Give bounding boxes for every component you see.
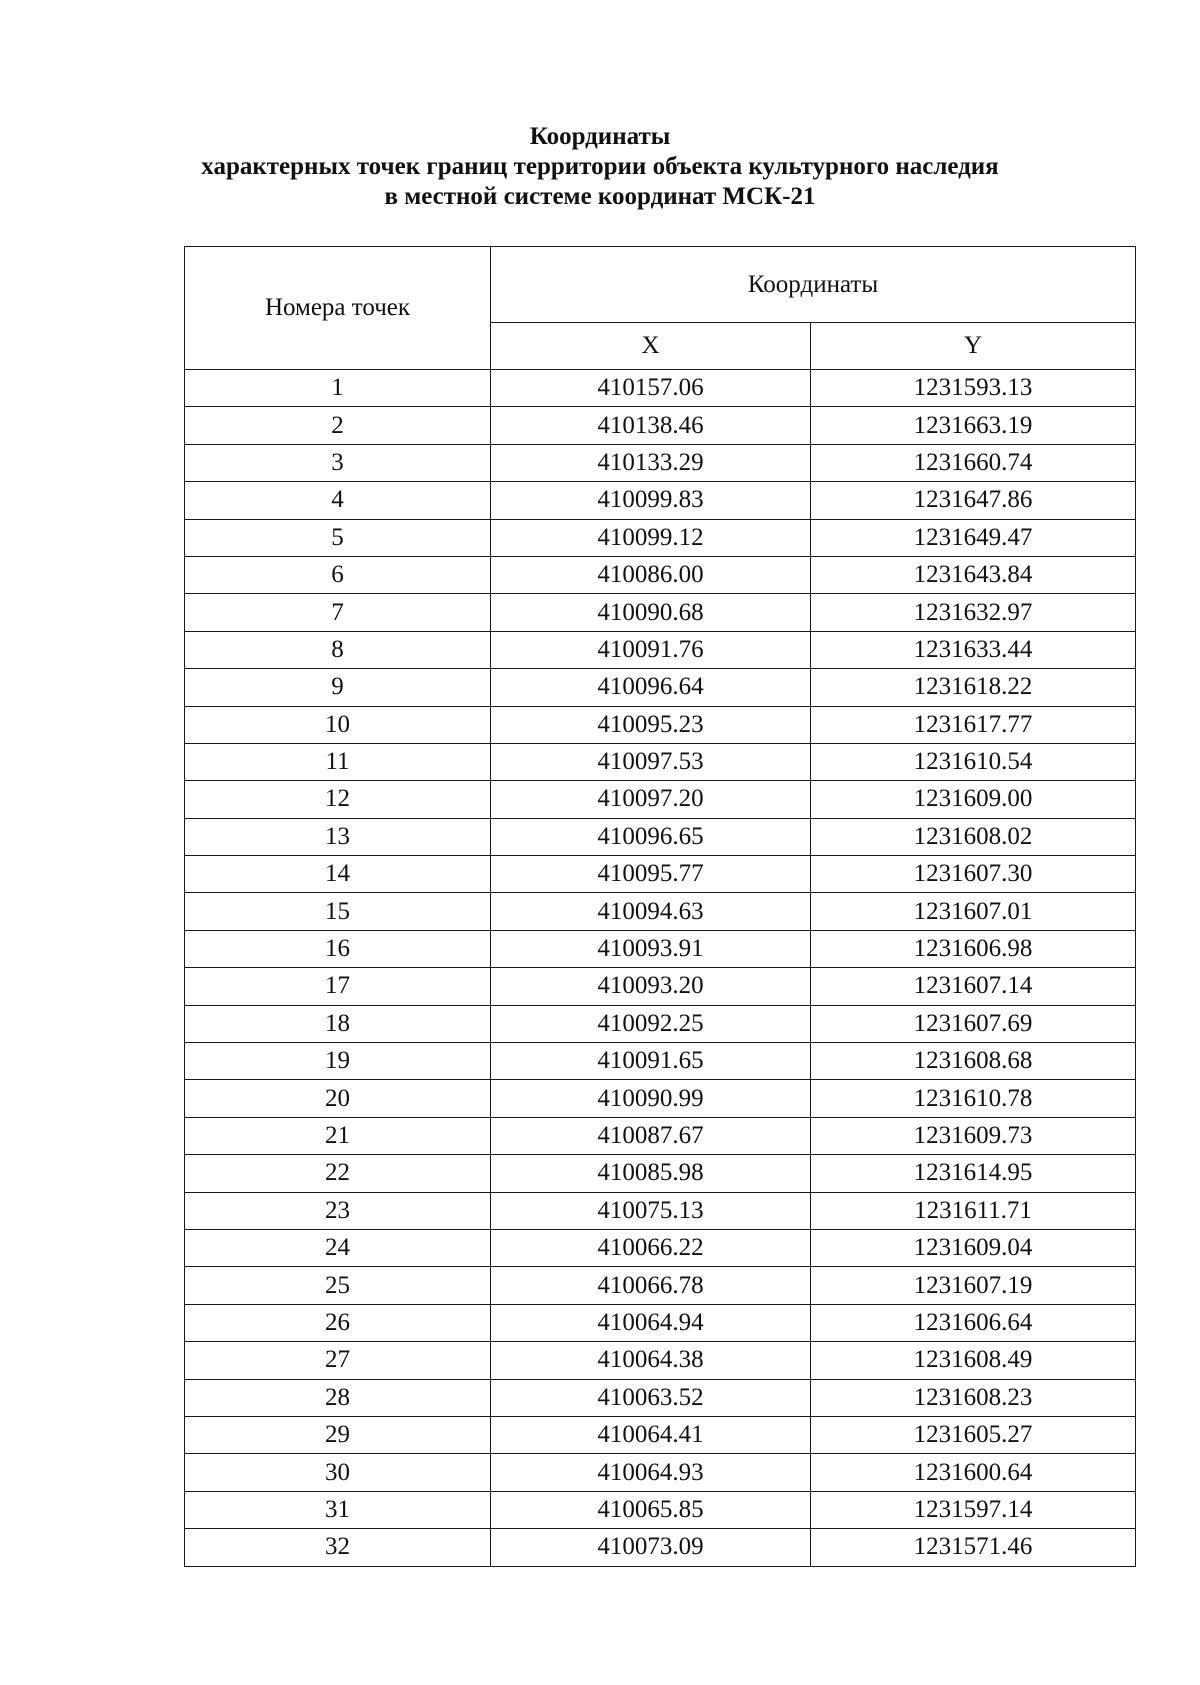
cell-point-number: 4 — [185, 482, 491, 519]
cell-x: 410086.00 — [491, 556, 811, 593]
coordinates-table — [184, 246, 1136, 1567]
cell-y: 1231609.00 — [811, 781, 1136, 818]
cell-x: 410093.20 — [491, 968, 811, 1005]
cell-x: 410065.85 — [491, 1491, 811, 1528]
cell-x: 410097.20 — [491, 781, 811, 818]
cell-point-number: 17 — [185, 968, 491, 1005]
table-row — [185, 1155, 1136, 1192]
cell-point-number: 3 — [185, 444, 491, 481]
document-title — [0, 122, 1200, 212]
cell-point-number: 8 — [185, 631, 491, 668]
cell-y: 1231647.86 — [811, 482, 1136, 519]
cell-x: 410099.83 — [491, 482, 811, 519]
cell-x: 410096.64 — [491, 669, 811, 706]
cell-x: 410133.29 — [491, 444, 811, 481]
table-row — [185, 370, 1136, 407]
cell-point-number: 21 — [185, 1117, 491, 1154]
cell-point-number: 5 — [185, 519, 491, 556]
cell-x: 410157.06 — [491, 370, 811, 407]
table-row — [185, 1267, 1136, 1304]
cell-y: 1231633.44 — [811, 631, 1136, 668]
cell-point-number: 30 — [185, 1454, 491, 1491]
table-row — [185, 1192, 1136, 1229]
cell-x: 410090.68 — [491, 594, 811, 631]
table-row — [185, 482, 1136, 519]
cell-x: 410064.41 — [491, 1416, 811, 1453]
cell-y: 1231605.27 — [811, 1416, 1136, 1453]
cell-point-number: 14 — [185, 856, 491, 893]
cell-y: 1231600.64 — [811, 1454, 1136, 1491]
table-row — [185, 1005, 1136, 1042]
table-row — [185, 930, 1136, 967]
cell-y: 1231593.13 — [811, 370, 1136, 407]
cell-x: 410064.93 — [491, 1454, 811, 1491]
cell-y: 1231649.47 — [811, 519, 1136, 556]
title-line-3: в местной системе координат МСК-21 — [384, 183, 816, 210]
table-row — [185, 1229, 1136, 1266]
cell-y: 1231607.14 — [811, 968, 1136, 1005]
table-row — [185, 856, 1136, 893]
table-row — [185, 893, 1136, 930]
cell-y: 1231609.73 — [811, 1117, 1136, 1154]
cell-x: 410099.12 — [491, 519, 811, 556]
cell-point-number: 10 — [185, 706, 491, 743]
cell-x: 410063.52 — [491, 1379, 811, 1416]
cell-y: 1231611.71 — [811, 1192, 1136, 1229]
cell-x: 410096.65 — [491, 818, 811, 855]
cell-point-number: 20 — [185, 1080, 491, 1117]
cell-x: 410073.09 — [491, 1529, 811, 1566]
table-row — [185, 743, 1136, 780]
cell-x: 410087.67 — [491, 1117, 811, 1154]
cell-point-number: 28 — [185, 1379, 491, 1416]
title-line-2: характерных точек границ территории объекта культурного наследия — [201, 153, 999, 180]
title-line-1: Координаты — [529, 123, 671, 150]
cell-x: 410092.25 — [491, 1005, 811, 1042]
cell-y: 1231607.19 — [811, 1267, 1136, 1304]
table-row — [185, 631, 1136, 668]
table-row — [185, 818, 1136, 855]
cell-x: 410093.91 — [491, 930, 811, 967]
cell-y: 1231607.30 — [811, 856, 1136, 893]
table-row — [185, 1454, 1136, 1491]
header-coordinates: Координаты — [491, 247, 1136, 323]
cell-point-number: 18 — [185, 1005, 491, 1042]
cell-y: 1231614.95 — [811, 1155, 1136, 1192]
cell-point-number: 2 — [185, 407, 491, 444]
cell-y: 1231617.77 — [811, 706, 1136, 743]
cell-point-number: 16 — [185, 930, 491, 967]
cell-x: 410064.38 — [491, 1342, 811, 1379]
table-row — [185, 1117, 1136, 1154]
cell-x: 410085.98 — [491, 1155, 811, 1192]
header-point-numbers: Номера точек — [185, 247, 491, 370]
cell-point-number: 13 — [185, 818, 491, 855]
cell-y: 1231597.14 — [811, 1491, 1136, 1528]
cell-y: 1231663.19 — [811, 407, 1136, 444]
cell-x: 410097.53 — [491, 743, 811, 780]
cell-x: 410066.78 — [491, 1267, 811, 1304]
table-row — [185, 669, 1136, 706]
cell-point-number: 27 — [185, 1342, 491, 1379]
cell-x: 410075.13 — [491, 1192, 811, 1229]
cell-point-number: 19 — [185, 1043, 491, 1080]
cell-point-number: 9 — [185, 669, 491, 706]
cell-x: 410095.77 — [491, 856, 811, 893]
cell-x: 410091.76 — [491, 631, 811, 668]
cell-y: 1231660.74 — [811, 444, 1136, 481]
table-row — [185, 519, 1136, 556]
cell-point-number: 24 — [185, 1229, 491, 1266]
header-x: X — [491, 323, 811, 370]
cell-y: 1231607.01 — [811, 893, 1136, 930]
cell-point-number: 11 — [185, 743, 491, 780]
cell-y: 1231606.64 — [811, 1304, 1136, 1341]
table-row — [185, 1080, 1136, 1117]
table-row — [185, 556, 1136, 593]
table-row — [185, 1304, 1136, 1341]
cell-y: 1231608.23 — [811, 1379, 1136, 1416]
cell-x: 410095.23 — [491, 706, 811, 743]
cell-y: 1231632.97 — [811, 594, 1136, 631]
cell-y: 1231606.98 — [811, 930, 1136, 967]
table-row — [185, 706, 1136, 743]
cell-x: 410138.46 — [491, 407, 811, 444]
cell-x: 410064.94 — [491, 1304, 811, 1341]
cell-point-number: 23 — [185, 1192, 491, 1229]
table-body — [185, 370, 1136, 1567]
table-row — [185, 1379, 1136, 1416]
table-row — [185, 444, 1136, 481]
cell-point-number: 7 — [185, 594, 491, 631]
table-row — [185, 968, 1136, 1005]
cell-y: 1231608.49 — [811, 1342, 1136, 1379]
cell-point-number: 32 — [185, 1529, 491, 1566]
cell-y: 1231607.69 — [811, 1005, 1136, 1042]
table-row — [185, 1529, 1136, 1566]
cell-point-number: 1 — [185, 370, 491, 407]
cell-y: 1231610.78 — [811, 1080, 1136, 1117]
cell-y: 1231643.84 — [811, 556, 1136, 593]
table-row — [185, 407, 1136, 444]
cell-y: 1231608.02 — [811, 818, 1136, 855]
cell-point-number: 26 — [185, 1304, 491, 1341]
cell-x: 410094.63 — [491, 893, 811, 930]
cell-point-number: 15 — [185, 893, 491, 930]
cell-y: 1231618.22 — [811, 669, 1136, 706]
cell-y: 1231610.54 — [811, 743, 1136, 780]
cell-point-number: 29 — [185, 1416, 491, 1453]
cell-y: 1231571.46 — [811, 1529, 1136, 1566]
cell-x: 410066.22 — [491, 1229, 811, 1266]
cell-y: 1231608.68 — [811, 1043, 1136, 1080]
cell-point-number: 25 — [185, 1267, 491, 1304]
cell-point-number: 12 — [185, 781, 491, 818]
cell-x: 410090.99 — [491, 1080, 811, 1117]
table-row — [185, 1416, 1136, 1453]
table-row — [185, 1043, 1136, 1080]
header-y: Y — [811, 323, 1136, 370]
cell-x: 410091.65 — [491, 1043, 811, 1080]
cell-point-number: 22 — [185, 1155, 491, 1192]
cell-y: 1231609.04 — [811, 1229, 1136, 1266]
table-row — [185, 594, 1136, 631]
table-row — [185, 1342, 1136, 1379]
cell-point-number: 6 — [185, 556, 491, 593]
cell-point-number: 31 — [185, 1491, 491, 1528]
table-row — [185, 1491, 1136, 1528]
table-row — [185, 781, 1136, 818]
